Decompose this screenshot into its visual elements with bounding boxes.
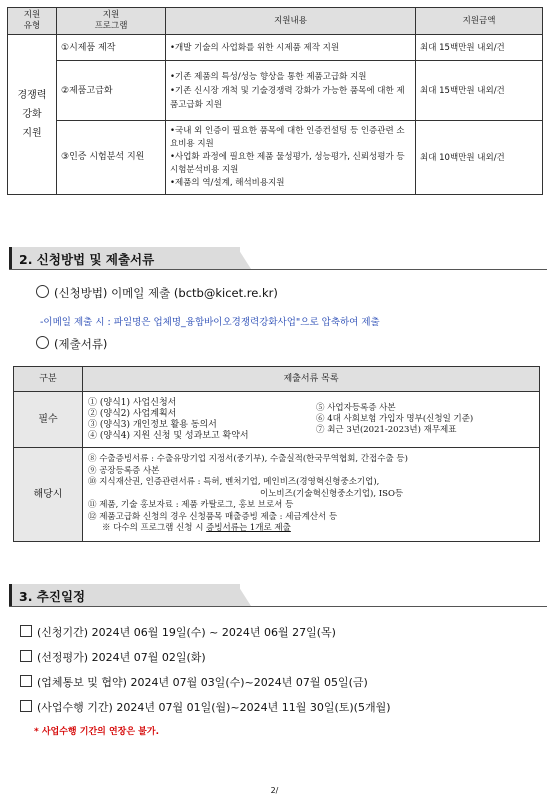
section-3-title: 3. 추진일정 — [19, 589, 86, 604]
section-2-title: 2. 신청방법 및 제출서류 — [19, 252, 155, 267]
checkbox-icon — [20, 675, 32, 687]
doc-item: ⑩ 지식재산권, 인증관련서류 : 특허, 벤처기업, 메인비즈(경영혁신형중소기업), — [88, 477, 380, 488]
applicable-docs — [83, 448, 540, 542]
required-label: 필수 — [14, 392, 83, 448]
circle-bullet-icon — [36, 336, 49, 349]
application-method: (신청방법) 이메일 제출 (bctb@kicet.re.kr) — [36, 285, 278, 301]
doc-item: ⑧ 수출증빙서류 : 수출유망기업 지정서(중기부), 수출실적(한국무역협회, 간접수출 등) — [88, 454, 408, 465]
documents-table — [13, 366, 540, 542]
page-number: 2/ — [270, 786, 279, 795]
doc-item: ③ (양식3) 개인정보 활용 동의서 — [88, 419, 217, 430]
doc-note: ※ 다수의 프로그램 신청 시 증빙서류는 1개로 제출 — [102, 523, 291, 534]
required-docs-right — [316, 403, 473, 436]
schedule-item: (선정평가) 2024년 07월 02일(화) — [20, 649, 206, 665]
section-2-heading — [9, 247, 249, 269]
header-content: 지원내용 — [166, 8, 416, 35]
doc-item: ⑦ 최근 3년(2021-2023년) 재무제표 — [316, 425, 457, 435]
schedule-item: (사업수행 기간) 2024년 07월 01일(월)~2024년 11월 30일(토)(5개월) — [20, 699, 391, 715]
doc-item: ⑫ 제품고급화 신청의 경우 신청품목 매출증빙 제출 : 세금계산서 등 — [88, 511, 338, 522]
program-name: ③인증 시험분석 지원 — [57, 121, 166, 195]
schedule-item: (업체통보 및 협약) 2024년 07월 03일(수)~2024년 07월 05일(금) — [20, 674, 368, 690]
program-content: •기존 제품의 특성/성능 향상을 통한 제품고급화 지원 •기존 신시장 개척 및 기술경쟁력 강화가 가능한 품목에 대한 제품고급화 지원 — [166, 61, 416, 121]
schedule-item: (신청기간) 2024년 06월 19일(수) ~ 2024년 06월 27일(목) — [20, 624, 336, 640]
header-program: 지원 프로그램 — [57, 8, 166, 35]
support-program-table — [7, 7, 543, 195]
header-doc-list: 제출서류 목록 — [83, 367, 540, 392]
extension-warning: * 사업수행 기간의 연장은 불가. — [34, 727, 159, 737]
program-amount: 최대 15백만원 내외/건 — [416, 61, 543, 121]
required-docs — [83, 392, 540, 448]
header-amount: 지원금액 — [416, 8, 543, 35]
program-content: •국내 외 인증이 필요한 품목에 대한 인증컨설팅 등 인증관련 소요비용 지원 •사업화 과정에 필요한 제품 물성평가, 성능평가, 신뢰성평가 등 시험분석비용 지원 •제품의 역/설계, 해석비용지원 — [166, 121, 416, 195]
header-category: 구분 — [14, 367, 83, 392]
checkbox-icon — [20, 650, 32, 662]
doc-item: 이노비즈(기술혁신형중소기업), ISO등 — [260, 488, 404, 499]
program-name: ②제품고급화 — [57, 61, 166, 121]
documents-label: (제출서류) — [36, 336, 107, 352]
required-docs-left — [88, 398, 316, 442]
program-amount: 최대 15백만원 내외/건 — [416, 35, 543, 61]
doc-item: ⑪ 제품, 기술 홍보자료 : 제품 카탈로그, 홍보 브로셔 등 — [88, 500, 294, 511]
program-content: •개발 기술의 사업화를 위한 시제품 제작 지원 — [166, 35, 416, 61]
doc-item: ④ (양식4) 지원 신청 및 성과보고 확약서 — [88, 430, 249, 441]
doc-item: ⑤ 사업자등록증 사본 — [316, 403, 396, 413]
header-type: 지원 유형 — [8, 8, 57, 35]
category-cell: 경쟁력 강화 지원 — [8, 35, 57, 195]
doc-item: ⑨ 공장등록증 사본 — [88, 465, 160, 476]
doc-item: ① (양식1) 사업신청서 — [88, 397, 177, 408]
program-amount: 최대 10백만원 내외/건 — [416, 121, 543, 195]
email-note: -이메일 제출 시 : 파일명은 업체명_융합바이오경쟁력강화사업"으로 압축하여 제출 — [40, 317, 380, 328]
section-3-heading — [9, 584, 249, 606]
doc-item: ② (양식2) 사업계획서 — [88, 408, 177, 419]
checkbox-icon — [20, 700, 32, 712]
circle-bullet-icon — [36, 285, 49, 298]
program-name: ①시제품 제작 — [57, 35, 166, 61]
applicable-label: 해당시 — [14, 448, 83, 542]
checkbox-icon — [20, 625, 32, 637]
doc-item: ⑥ 4대 사회보험 가입자 명부(신청일 기준) — [316, 414, 474, 424]
